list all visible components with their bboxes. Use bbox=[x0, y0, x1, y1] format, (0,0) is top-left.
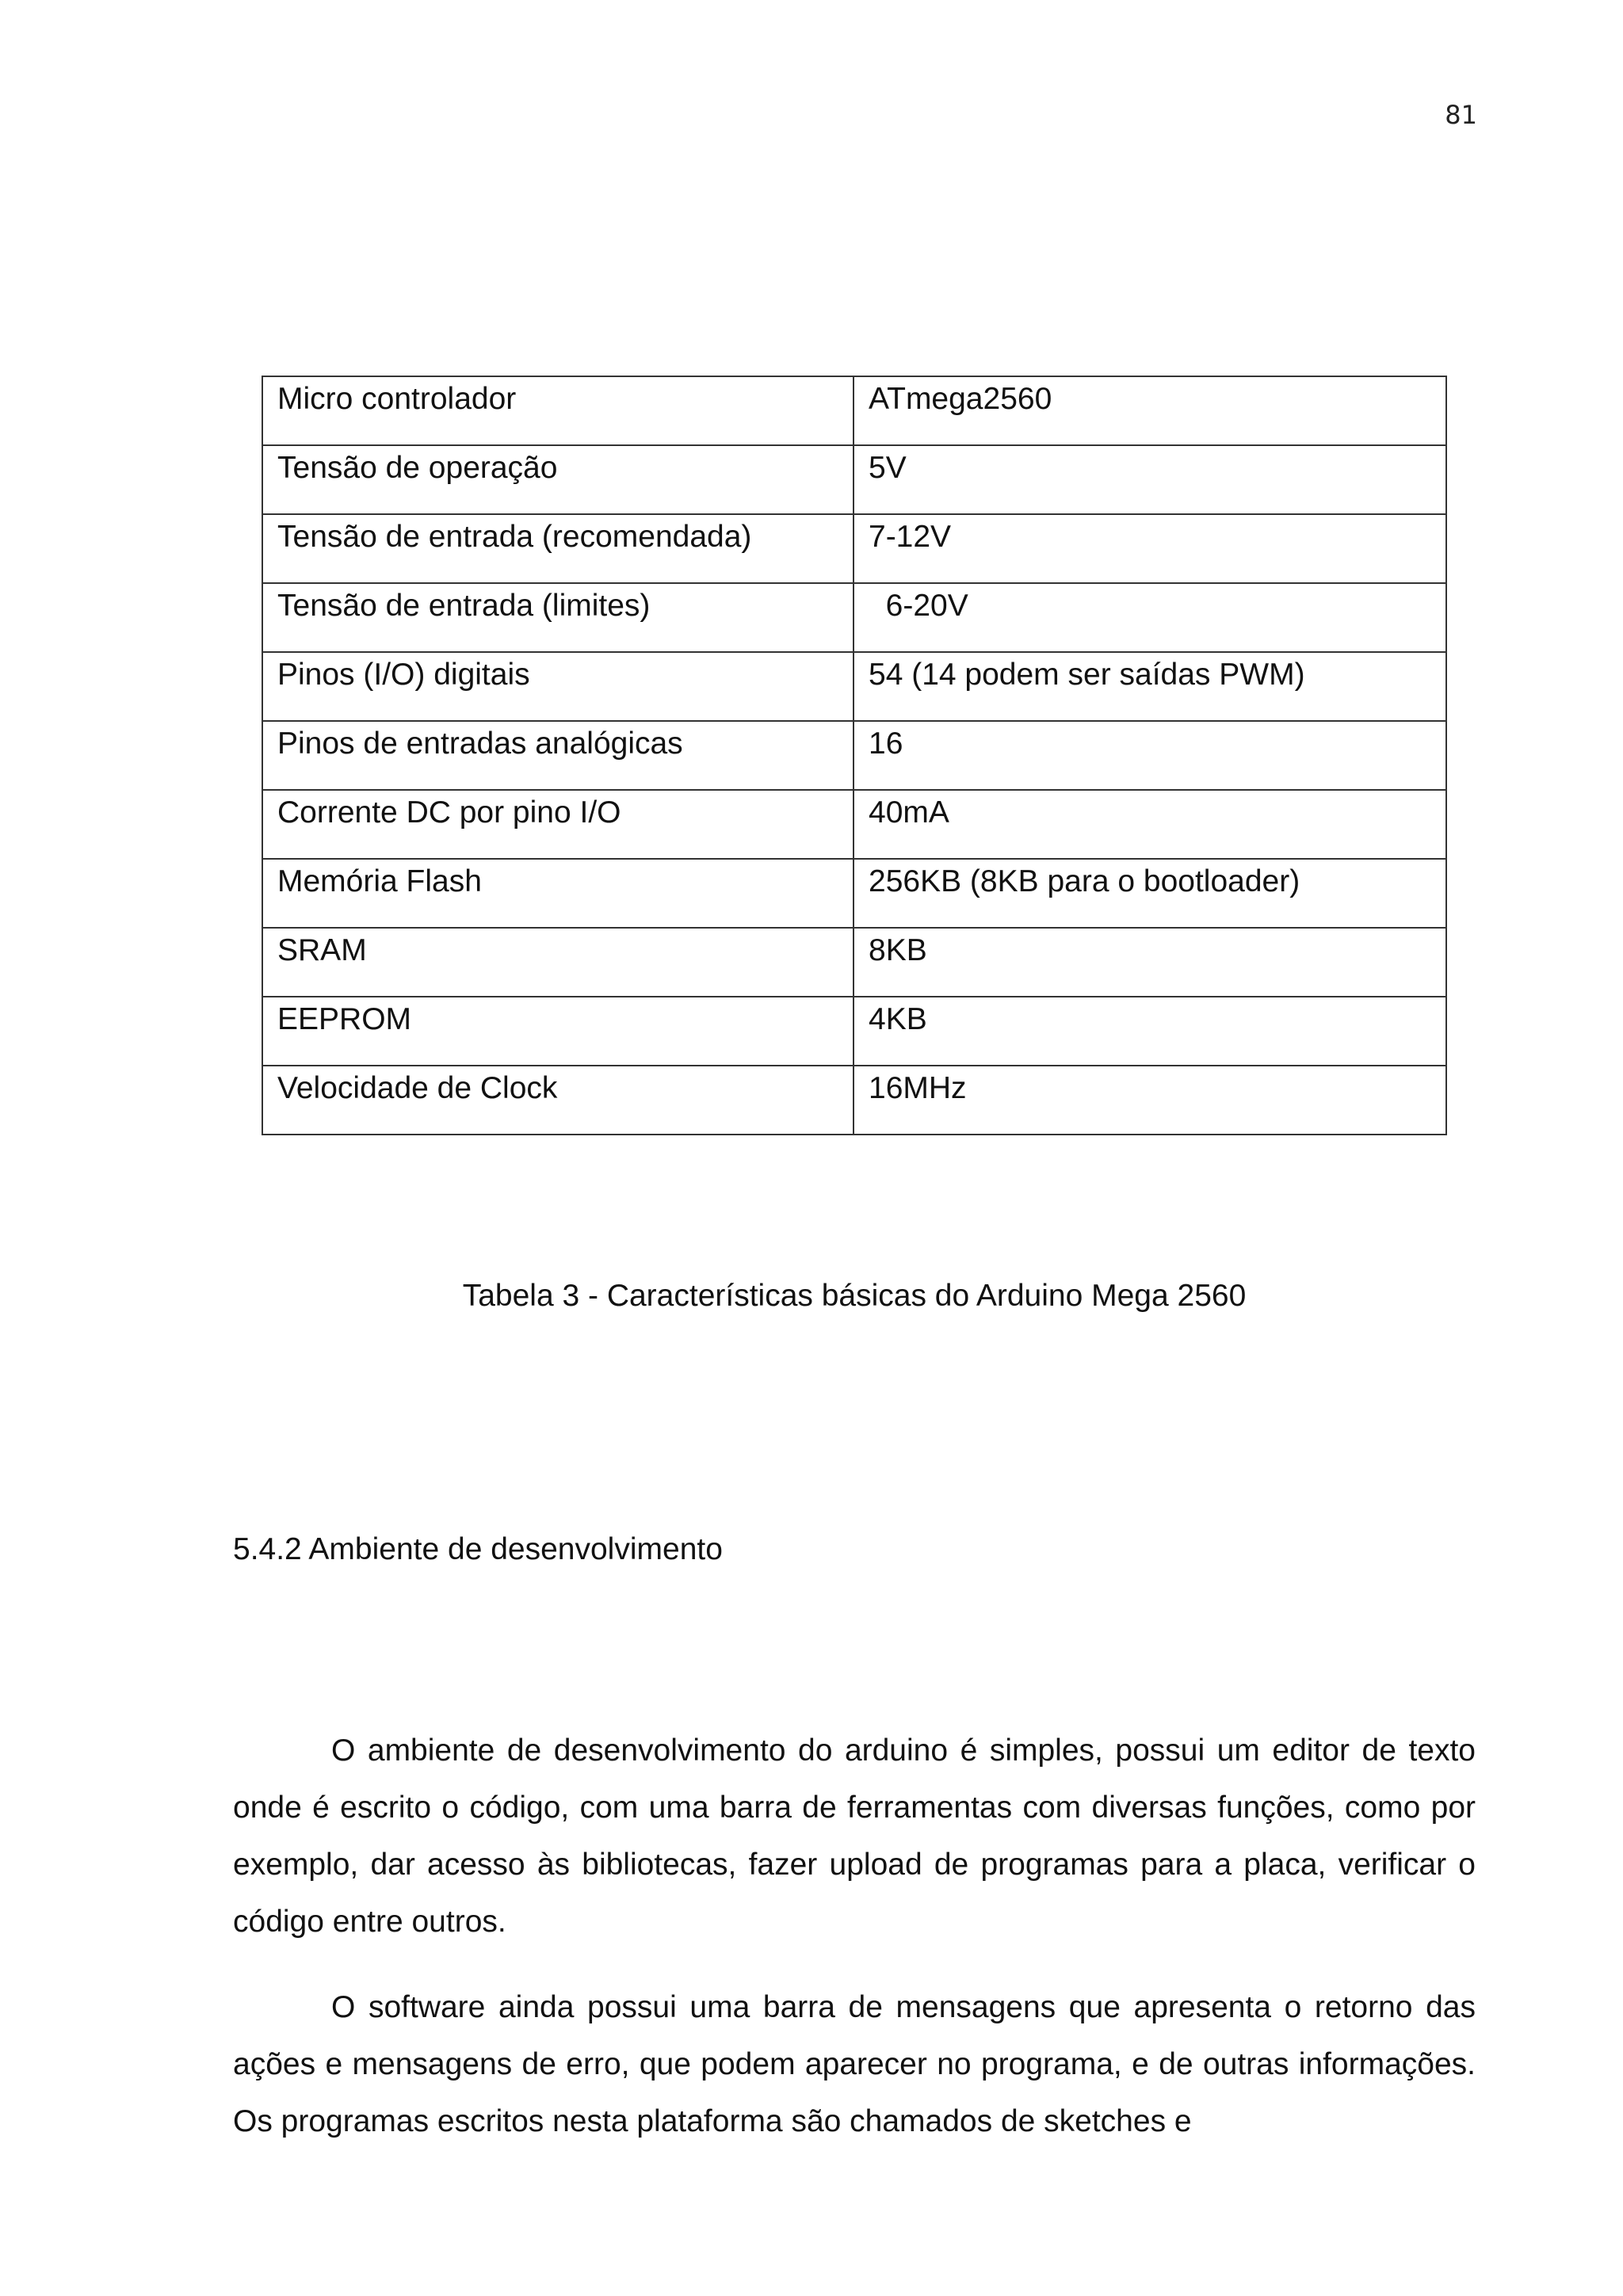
spec-value: 4KB bbox=[854, 997, 1446, 1066]
spec-label: Pinos de entradas analógicas bbox=[262, 721, 854, 790]
table-row bbox=[262, 1066, 1446, 1135]
spec-value: 54 (14 podem ser saídas PWM) bbox=[854, 652, 1446, 721]
table-row bbox=[262, 445, 1446, 514]
spec-label: Velocidade de Clock bbox=[262, 1066, 854, 1135]
spec-value: 8KB bbox=[854, 928, 1446, 997]
table-row bbox=[262, 583, 1446, 652]
table-row bbox=[262, 928, 1446, 997]
table-caption: Tabela 3 - Características básicas do Arduino Mega 2560 bbox=[462, 1279, 1247, 1313]
spec-label: Corrente DC por pino I/O bbox=[262, 790, 854, 859]
table-row bbox=[262, 997, 1446, 1066]
page-number: 81 bbox=[1445, 100, 1477, 130]
spec-label: EEPROM bbox=[262, 997, 854, 1066]
spec-value: 6-20V bbox=[854, 583, 1446, 652]
table-row bbox=[262, 790, 1446, 859]
spec-label: Tensão de entrada (recomendada) bbox=[262, 514, 854, 583]
body-paragraph: O software ainda possui uma barra de mensagens que apresenta o retorno das ações e mensagens de erro, que podem aparecer no programa, e de outras informações. Os programas escritos nesta plataforma são chamados de sketches e bbox=[233, 1990, 1476, 2138]
spec-label: SRAM bbox=[262, 928, 854, 997]
spec-value: 7-12V bbox=[854, 514, 1446, 583]
table-row bbox=[262, 652, 1446, 721]
spec-label: Memória Flash bbox=[262, 859, 854, 928]
table-row bbox=[262, 721, 1446, 790]
spec-label: Pinos (I/O) digitais bbox=[262, 652, 854, 721]
spec-value: 16 bbox=[854, 721, 1446, 790]
specs-table bbox=[262, 376, 1447, 1135]
body-paragraph: O ambiente de desenvolvimento do arduino é simples, possui um editor de texto onde é escrito o código, com uma barra de ferramentas com diversas funções, como por exemplo, dar acesso às bibliotecas, fazer upload de programas para a placa, verificar o código entre outros. bbox=[233, 1733, 1476, 1939]
section-heading: 5.4.2 Ambiente de desenvolvimento bbox=[233, 1532, 723, 1566]
spec-label: Micro controlador bbox=[262, 376, 854, 445]
spec-value: 256KB (8KB para o bootloader) bbox=[854, 859, 1446, 928]
table-row bbox=[262, 859, 1446, 928]
table-row bbox=[262, 376, 1446, 445]
spec-value: 16MHz bbox=[854, 1066, 1446, 1135]
spec-value: 40mA bbox=[854, 790, 1446, 859]
spec-value: ATmega2560 bbox=[854, 376, 1446, 445]
spec-label: Tensão de entrada (limites) bbox=[262, 583, 854, 652]
spec-value: 5V bbox=[854, 445, 1446, 514]
table-row bbox=[262, 514, 1446, 583]
spec-label: Tensão de operação bbox=[262, 445, 854, 514]
